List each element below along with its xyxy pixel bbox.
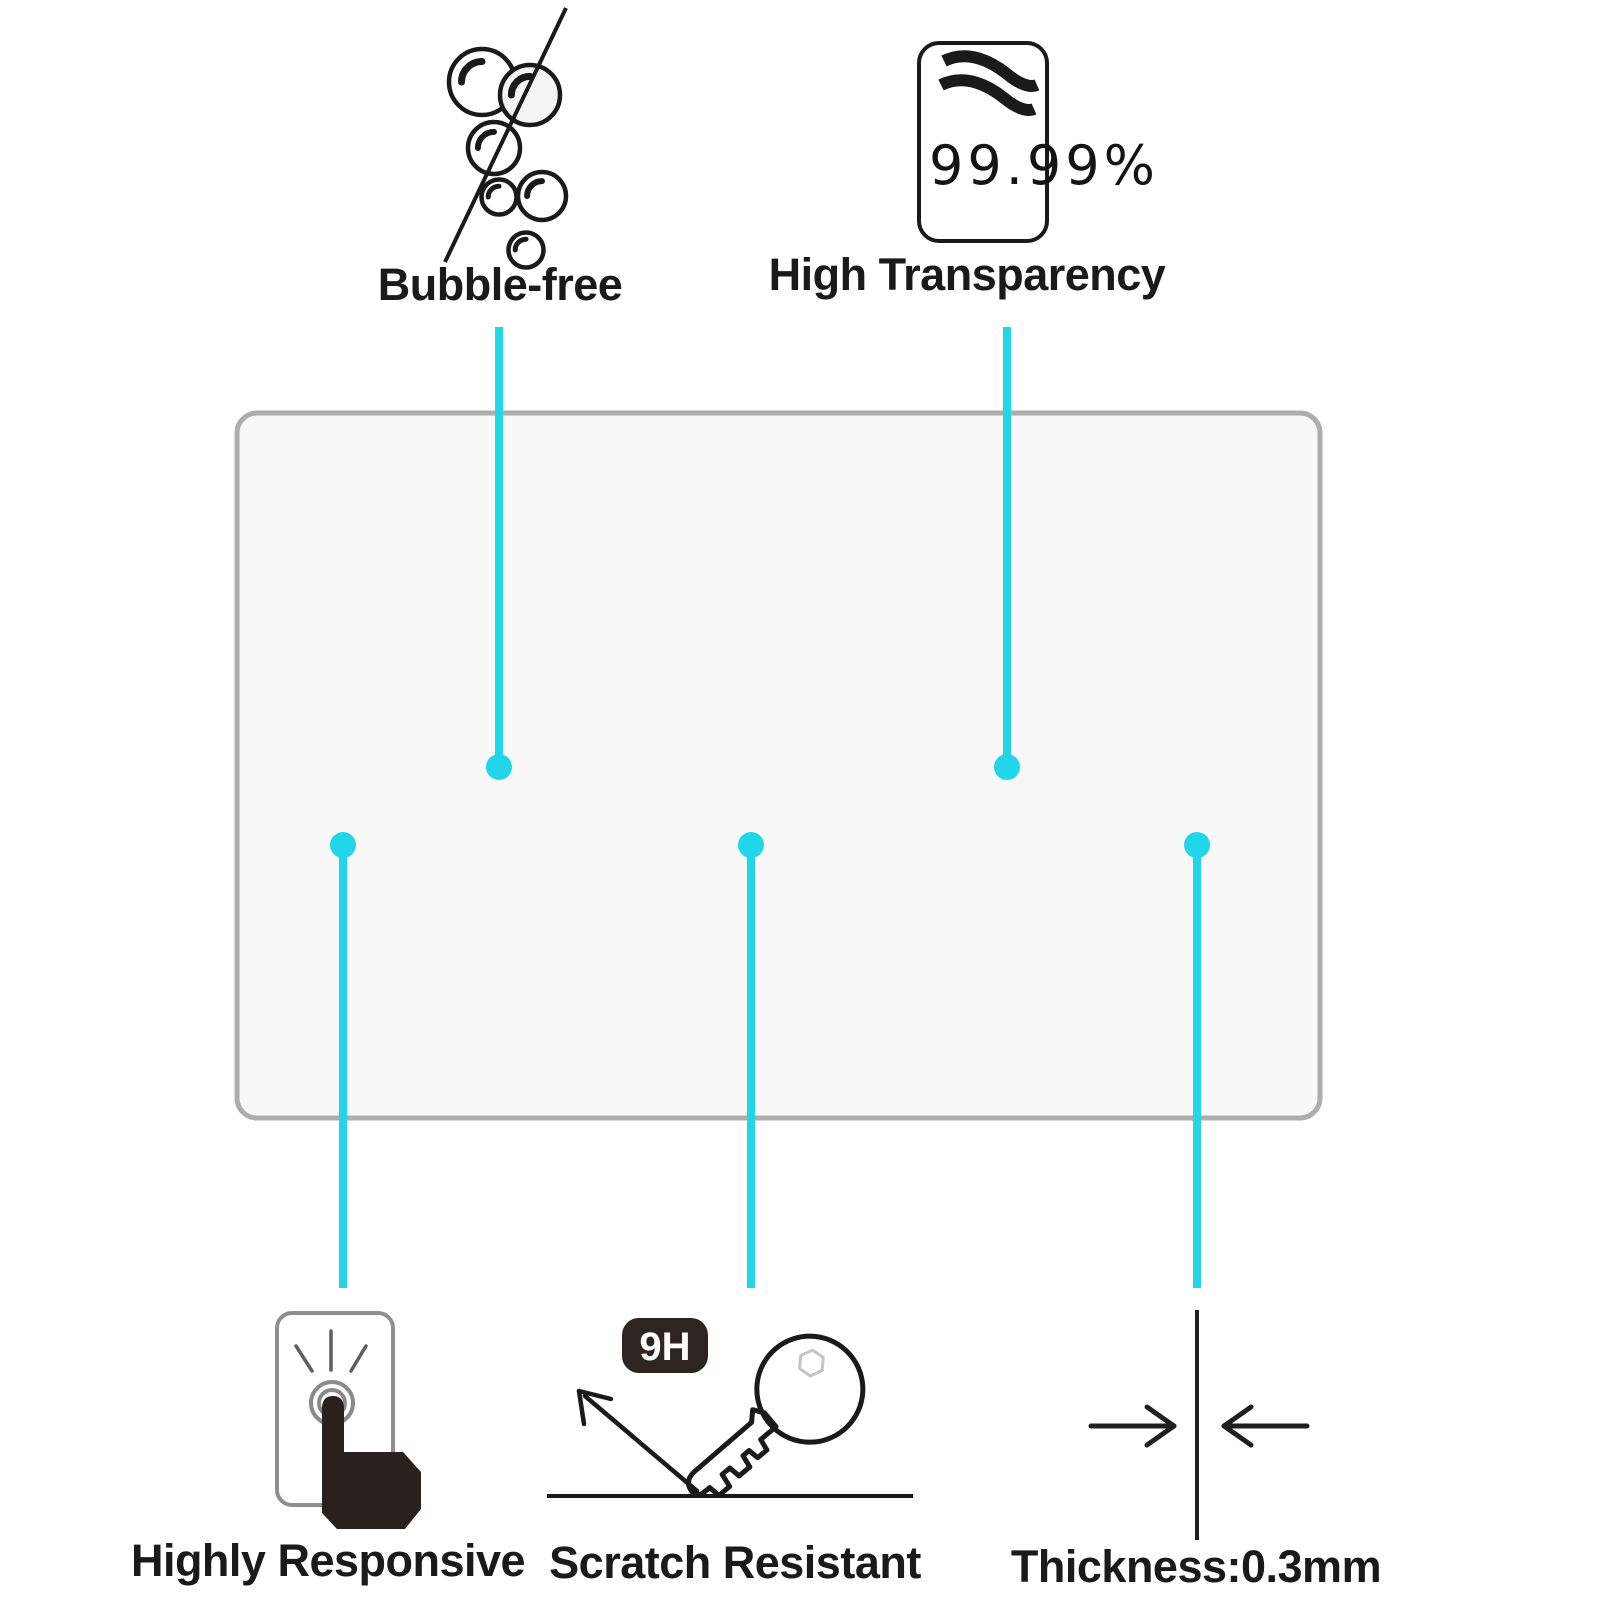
feature-label-scratch-resistant: Scratch Resistant bbox=[549, 1537, 921, 1588]
arrow-right bbox=[1091, 1407, 1174, 1445]
feature-label-bubble-free: Bubble-free bbox=[377, 259, 623, 310]
wave-strokes bbox=[941, 56, 1037, 110]
transparency-value: 99.99% bbox=[929, 134, 1159, 197]
strike-through-line bbox=[445, 8, 566, 262]
arrow-left bbox=[1224, 1407, 1307, 1445]
feature-label-highly-responsive: Highly Responsive bbox=[130, 1535, 526, 1586]
bounce-arrow bbox=[579, 1391, 697, 1491]
hardness-badge-text: 9H bbox=[639, 1325, 691, 1369]
key-head-hole bbox=[794, 1345, 830, 1381]
feature-label-high-transparency: High Transparency bbox=[768, 249, 1166, 300]
key-scratch-arrow-icon bbox=[547, 1314, 913, 1530]
bubbles-crossed-icon bbox=[445, 8, 566, 268]
thickness-gauge-icon bbox=[1091, 1310, 1307, 1540]
finger-press-button-icon bbox=[277, 1313, 421, 1529]
transparency-waves-icon bbox=[919, 43, 1159, 241]
callout-dot bbox=[486, 754, 512, 780]
callout-dot bbox=[994, 754, 1020, 780]
screen-protector-panel bbox=[237, 413, 1320, 1118]
feature-label-thickness: Thickness:0.3mm bbox=[1010, 1541, 1382, 1592]
